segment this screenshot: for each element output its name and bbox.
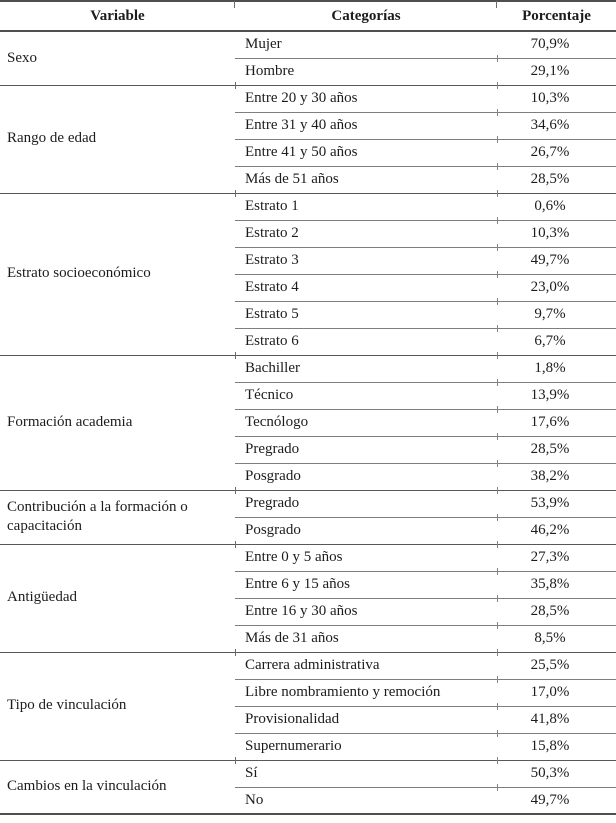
category-cell: Supernumerario <box>235 733 497 760</box>
category-cell: Estrato 2 <box>235 220 497 247</box>
category-cell: Entre 0 y 5 años <box>235 544 497 571</box>
percentage-cell: 28,5% <box>497 166 616 193</box>
variable-cell: Rango de edad <box>0 85 235 193</box>
category-cell: Pregrado <box>235 436 497 463</box>
category-cell: Entre 16 y 30 años <box>235 598 497 625</box>
percentage-cell: 28,5% <box>497 436 616 463</box>
percentage-cell: 10,3% <box>497 85 616 112</box>
header-row <box>0 1 616 31</box>
category-cell: Estrato 6 <box>235 328 497 355</box>
percentage-cell: 49,7% <box>497 247 616 274</box>
table-body <box>0 31 616 814</box>
percentage-cell: 6,7% <box>497 328 616 355</box>
category-cell: Sí <box>235 760 497 787</box>
category-cell: Estrato 3 <box>235 247 497 274</box>
table-row <box>0 31 616 58</box>
percentage-cell: 8,5% <box>497 625 616 652</box>
table-row <box>0 85 616 112</box>
category-cell: Más de 31 años <box>235 625 497 652</box>
category-cell: Estrato 1 <box>235 193 497 220</box>
category-cell: Entre 20 y 30 años <box>235 85 497 112</box>
percentage-cell: 38,2% <box>497 463 616 490</box>
percentage-cell: 29,1% <box>497 58 616 85</box>
percentage-cell: 23,0% <box>497 274 616 301</box>
category-cell: Estrato 5 <box>235 301 497 328</box>
percentage-cell: 53,9% <box>497 490 616 517</box>
variable-cell: Contribución a la formación o capacitación <box>0 490 235 544</box>
percentage-cell: 17,0% <box>497 679 616 706</box>
category-cell: Entre 6 y 15 años <box>235 571 497 598</box>
table-row <box>0 544 616 571</box>
percentage-cell: 50,3% <box>497 760 616 787</box>
header-percentage: Porcentaje <box>497 1 616 31</box>
percentage-cell: 35,8% <box>497 571 616 598</box>
header-variable: Variable <box>0 1 235 31</box>
category-cell: Técnico <box>235 382 497 409</box>
table-row <box>0 652 616 679</box>
category-cell: Libre nombramiento y remoción <box>235 679 497 706</box>
category-cell: Estrato 4 <box>235 274 497 301</box>
percentage-cell: 9,7% <box>497 301 616 328</box>
percentage-cell: 70,9% <box>497 31 616 58</box>
percentage-cell: 17,6% <box>497 409 616 436</box>
percentage-cell: 41,8% <box>497 706 616 733</box>
category-cell: Entre 41 y 50 años <box>235 139 497 166</box>
category-cell: No <box>235 787 497 814</box>
category-cell: Más de 51 años <box>235 166 497 193</box>
percentage-cell: 49,7% <box>497 787 616 814</box>
percentage-cell: 0,6% <box>497 193 616 220</box>
percentage-cell: 27,3% <box>497 544 616 571</box>
percentage-cell: 10,3% <box>497 220 616 247</box>
percentage-cell: 34,6% <box>497 112 616 139</box>
percentage-cell: 13,9% <box>497 382 616 409</box>
table-row <box>0 490 616 517</box>
category-cell: Carrera administrativa <box>235 652 497 679</box>
variable-cell: Formación academia <box>0 355 235 490</box>
category-cell: Hombre <box>235 58 497 85</box>
percentage-cell: 15,8% <box>497 733 616 760</box>
header-categories: Categorías <box>235 1 497 31</box>
table-row <box>0 193 616 220</box>
category-cell: Mujer <box>235 31 497 58</box>
percentage-cell: 28,5% <box>497 598 616 625</box>
table-row <box>0 760 616 787</box>
percentage-cell: 25,5% <box>497 652 616 679</box>
percentage-cell: 26,7% <box>497 139 616 166</box>
category-cell: Provisionalidad <box>235 706 497 733</box>
category-cell: Tecnólogo <box>235 409 497 436</box>
table-header <box>0 1 616 31</box>
category-cell: Pregrado <box>235 490 497 517</box>
category-cell: Posgrado <box>235 517 497 544</box>
variable-cell: Cambios en la vinculación <box>0 760 235 814</box>
variable-cell: Antigüedad <box>0 544 235 652</box>
variable-cell: Estrato socioeconómico <box>0 193 235 355</box>
category-cell: Posgrado <box>235 463 497 490</box>
percentage-cell: 46,2% <box>497 517 616 544</box>
category-cell: Bachiller <box>235 355 497 382</box>
variable-cell: Sexo <box>0 31 235 85</box>
category-cell: Entre 31 y 40 años <box>235 112 497 139</box>
variable-cell: Tipo de vinculación <box>0 652 235 760</box>
table-row <box>0 355 616 382</box>
percentage-cell: 1,8% <box>497 355 616 382</box>
